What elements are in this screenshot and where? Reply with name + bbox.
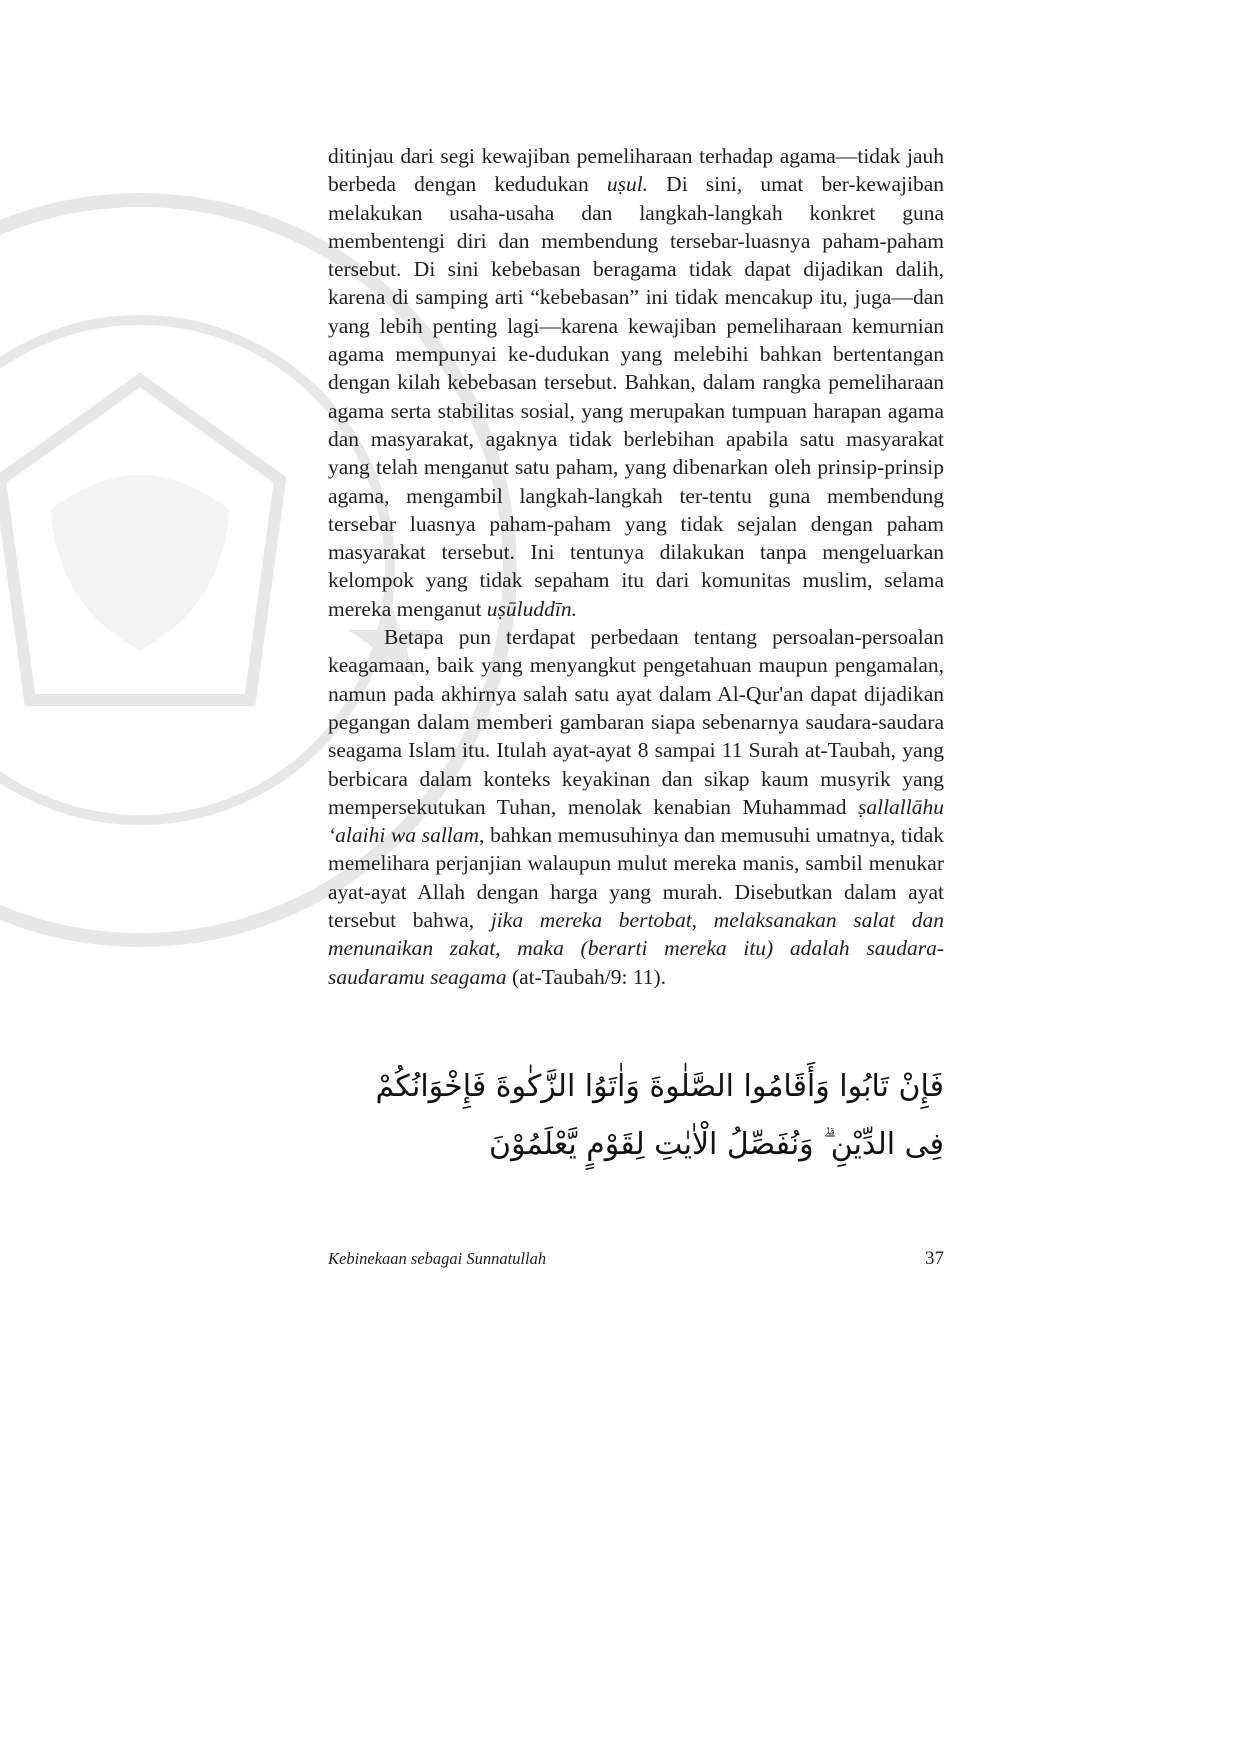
italic-term: uṣūluddīn. [486,596,577,621]
running-title: Kebinekaan sebagai Sunnatullah [328,1249,547,1268]
paragraph [328,623,944,991]
page-footer [328,1248,944,1270]
italic-term: ṣallallāhu ‘alaihi wa sallam [328,794,944,848]
italic-quote: jika mereka bertobat, melaksanakan salat dan menunaikan zakat, maka (berarti mereka itu) adalah saudara-saudaramu seagama [328,908,945,989]
page-number: 37 [925,1248,944,1269]
paragraph-text: (at-Taubah/9: 11). [506,964,667,989]
paragraph-text: Di sini, umat ber-kewajiban melakukan usaha-usaha dan langkah-langkah konkret guna membentengi diri dan membendung tersebar-luasnya paham-paham tersebut. Di sini kebebasan beragama tidak dapat dijadikan dalih, karena di samping arti “kebebasan” ini tidak mencakup itu, juga—dan yang lebih penting lagi—karena kewajiban pemeliharaan kemurnian agama mempunyai ke-dudukan yang melebihi bahkan bertentangan dengan kilah kebebasan tersebut. Bahkan, dalam rangka pemeliharaan agama serta stabilitas sosial, yang merupakan tumpuan harapan agama dan masyarakat, agaknya tidak berlebihan apabila satu masyarakat yang telah menganut satu paham, yang dibenarkan oleh prinsip-prinsip agama, mengambil langkah-langkah ter-tentu guna membendung tersebar luasnya paham-paham yang tidak sejalan dengan paham masyarakat tersebut. Ini tentunya dilakukan tanpa mengeluarkan kelompok yang tidak sepaham itu dari komunitas muslim, selama mereka menganut [328,172,944,621]
paragraph-text: ditinjau dari segi kewajiban pemeliharaan terhadap agama—tidak jauh berbeda dengan kedudukan [328,144,944,197]
italic-term: uṣul. [606,172,649,197]
paragraph [328,142,944,623]
arabic-verse: فَإِنْ تَابُوا وَأَقَامُوا الصَّلٰوةَ وَاٰتَوُا الزَّكٰوةَ فَإِخْوَانُكُمْ فِى الدِّيْنِ ۗ وَنُفَصِّلُ الْاٰيٰتِ لِقَوْمٍ يَّعْلَمُوْنَ [375,1069,944,1162]
paragraph-text: , bahkan memusuhinya dan memusuhi umatnya, tidak memelihara perjanjian walaupun mulut mereka manis, sambil menukar ayat-ayat Allah dengan harga yang murah. Disebutkan dalam ayat tersebut bahwa, [328,823,944,933]
body-text [328,142,944,991]
paragraph-text: Betapa pun terdapat perbedaan tentang persoalan-persoalan keagamaan, baik yang menyangkut pengetahuan maupun pengamalan, namun pada akhirnya salah satu ayat dalam Al-Qur'an dapat dijadikan pegangan dalam memberi gambaran siapa sebenarnya saudara-saudara seagama Islam itu. Itulah ayat-ayat 8 sampai 11 Surah at-Taubah, yang berbicara dalam konteks keyakinan dan sikap kaum musyrik yang mempersekutukan Tuhan, menolak kenabian Muhammad [328,625,944,819]
